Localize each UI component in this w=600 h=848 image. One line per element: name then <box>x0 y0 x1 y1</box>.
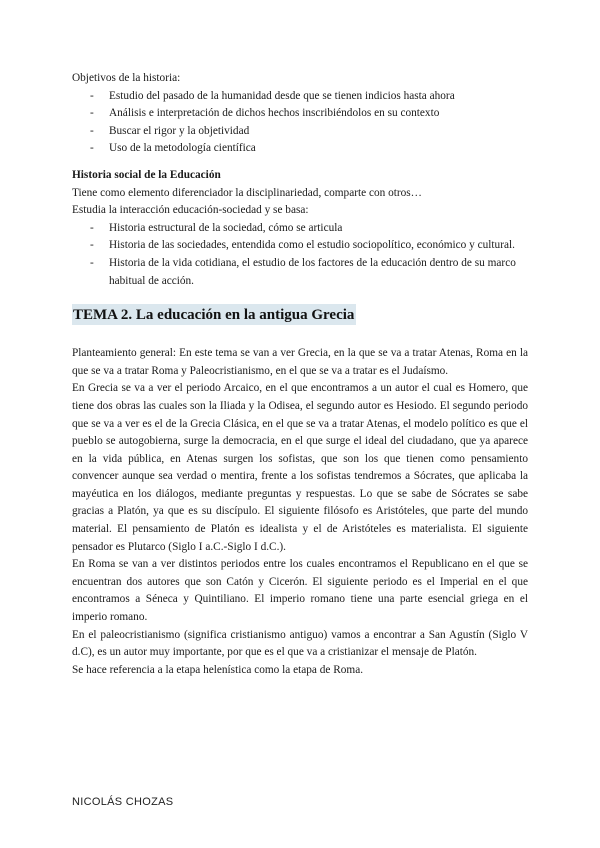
list-item: - Estudio del pasado de la humanidad desde que se tienen indicios hasta ahora <box>72 88 528 106</box>
document-page <box>72 70 528 679</box>
list-item: - Historia de las sociedades, entendida como el estudio sociopolítico, económico y cultural. <box>72 237 528 255</box>
dash-bullet-icon: - <box>90 124 94 137</box>
paragraph-paleocristianismo: En el paleocristianismo (significa cristianismo antiguo) vamos a encontrar a San Agustín (Siglo V d.C), es un autor muy importante, por que es el que va a cristianizar el mensaje de Platón. <box>72 628 528 659</box>
paragraph-grecia: En Grecia se va a ver el periodo Arcaico, en el que encontramos a un autor el cual es Homero, que tiene dos obras las cuales son la Iliada y la Odisea, el segundo autor es Hesiodo. El segundo periodo que se va a ver es el de la Grecia Clásica, en el que se va a tratar Atenas, el modelo político es que el pueblo se autogobierna, surge la democracia, en el que surge el ideal del ciudadano, que ya aparece en la vida pública, en Atenas surgen los sofistas, que son los que tienen como pensamiento convencer aunque sea verdad o mentira, frente a los sofistas tendremos a Sócrates, que aplicaba la mayéutica en los diálogos, mediante preguntas y respuestas. Lo que se sabe de Sócrates se sabe gracias a Platón, ya que es su discípulo. El siguiente filósofo es Aristóteles, que parte del mundo material. El pensamiento de Platón es idealista y el de Aristóteles es materialista. El siguiente pensador es Plutarco (Siglo I a.C.-Siglo I d.C.). <box>72 382 528 553</box>
dash-bullet-icon: - <box>90 256 94 269</box>
dash-bullet-icon: - <box>90 142 94 155</box>
paragraph-general: Planteamiento general: En este tema se van a ver Grecia, en la que se va a tratar Atenas, Roma en la que se va a tratar Roma y Paleocristianismo, en el que se va a tratar es el Judaísmo. <box>72 347 528 377</box>
social-history-intro: Tiene como elemento diferenciador la disciplinariedad, comparte con otros… <box>72 186 422 199</box>
footer-author: NICOLÁS CHOZAS <box>72 796 174 808</box>
dash-bullet-icon: - <box>90 239 94 252</box>
list-item: - Historia estructural de la sociedad, cómo se articula <box>72 220 528 238</box>
objectives-list <box>72 88 528 158</box>
list-item: - Buscar el rigor y la objetividad <box>72 123 528 141</box>
dash-bullet-icon: - <box>90 107 94 120</box>
social-history-list <box>72 220 528 290</box>
social-history-basis: Estudia la interacción educación-sociedad y se basa: <box>72 204 309 217</box>
paragraph-helenistica: Se hace referencia a la etapa helenística como la etapa de Roma. <box>72 663 364 676</box>
tema-title: TEMA 2. La educación en la antigua Grecia <box>72 304 356 325</box>
list-item: - Uso de la metodología científica <box>72 140 528 158</box>
social-history-heading: Historia social de la Educación <box>72 168 221 181</box>
list-item: - Historia de la vida cotidiana, el estudio de los factores de la educación dentro de su marco habitual de acción. <box>90 256 516 287</box>
paragraph-roma: En Roma se van a ver distintos periodos entre los cuales encontramos el Republicano en el que se encuentran dos autores que son Catón y Cicerón. El siguiente periodo es el Imperial en el que encontramos a Séneca y Quintiliano. El imperio romano tiene una parte esencial griega en el imperio romano. <box>72 558 528 624</box>
objectives-heading: Objetivos de la historia: <box>72 72 181 84</box>
dash-bullet-icon: - <box>90 89 94 102</box>
list-item: - Análisis e interpretación de dichos hechos inscribiéndolos en su contexto <box>72 105 528 123</box>
dash-bullet-icon: - <box>90 221 94 234</box>
